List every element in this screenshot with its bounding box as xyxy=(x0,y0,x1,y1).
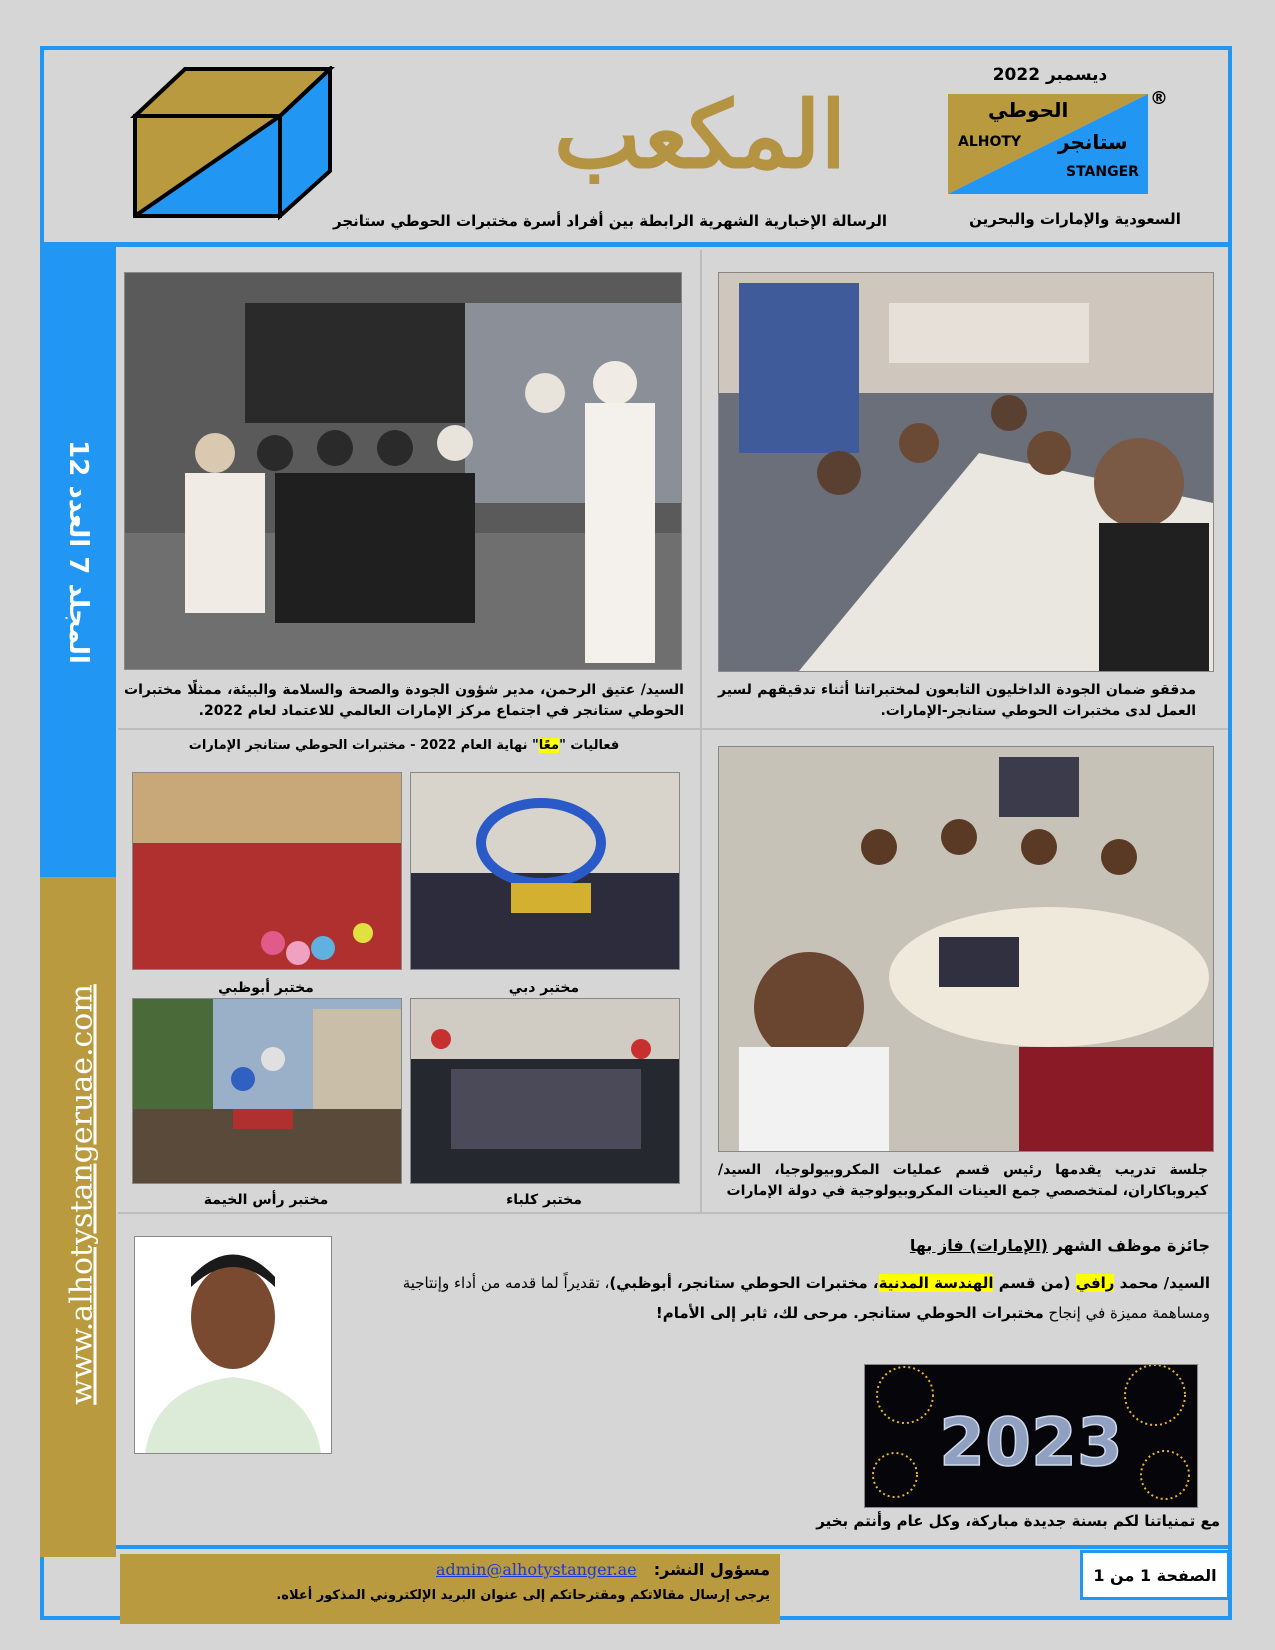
row-divider-1 xyxy=(118,728,1228,730)
footer-rule xyxy=(116,1545,1232,1549)
header-rule xyxy=(40,242,1232,247)
website-link[interactable]: www.alhotystangeruae.com xyxy=(64,984,100,1405)
auditors-caption: مدققو ضمان الجودة الداخليون التابعون لمختبراتنا أثناء تدقيقهم لسير العمل لدى مختبرات الحوطي ستانجر-الإمارات. xyxy=(718,682,1196,719)
sidebar-volume-panel xyxy=(40,247,116,877)
cube-logo xyxy=(130,66,335,221)
training-caption: جلسة تدريب يقدمها رئيس قسم عمليات المكروبيولوجيا، السيد/ كيروباكاران، لمتخصصي جمع العينات المكروبيولوجية في دولة الإمارات xyxy=(718,1162,1208,1199)
newsletter-title: المكعب xyxy=(553,81,847,189)
abudhabi-lab-photo xyxy=(132,772,402,970)
volume-issue-text: المجلد 7 العدد 12 xyxy=(63,440,93,664)
dubai-lab-photo xyxy=(410,772,680,970)
new-year-2023-image xyxy=(864,1364,1198,1508)
row-divider-2 xyxy=(118,1212,1228,1214)
rasalkhaimah-lab-label: مختبر رأس الخيمة xyxy=(203,1192,329,1208)
events-title: فعاليات "معًا" نهاية العام 2022 - مختبرات الحوطي ستانجر الإمارات xyxy=(188,738,620,753)
page-number: الصفحة 1 من 1 xyxy=(1080,1550,1230,1600)
abudhabi-lab-label: مختبر أبوظبي xyxy=(218,980,314,996)
award-heading: جائزة موظف الشهر (الإمارات) فاز بها xyxy=(909,1236,1210,1255)
eiac-caption: السيد/ عتيق الرحمن، مدير شؤون الجودة والصحة والسلامة والبيئة، ممثلًا مختبرات الحوطي ستانجر في اجتماع مركز الإمارات العالمي للاعتماد لعام 2022. xyxy=(124,682,684,719)
rasalkhaimah-lab-photo xyxy=(132,998,402,1184)
training-session-photo xyxy=(718,746,1214,1152)
kalba-lab-photo xyxy=(410,998,680,1184)
employee-of-month-photo xyxy=(134,1236,332,1454)
award-text: السيد/ محمد رافي (من قسم الهندسة المدنية، مختبرات الحوطي ستانجر، أبوظبي)، تقديراً لما قدمه من أداء وإنتاجية ومساهمة مميزة في إنجاح مختبرات الحوطي ستانجر. مرحى لك، ثابر إلى الأمام! xyxy=(402,1274,1210,1322)
svg-text:2023: 2023 xyxy=(939,1404,1123,1481)
publisher-box xyxy=(120,1554,780,1624)
dubai-lab-label: مختبر دبي xyxy=(508,980,580,996)
sidebar-website-panel xyxy=(40,877,116,1557)
newsletter-subtitle: الرسالة الإخبارية الشهرية الرابطة بين أفراد أسرة مختبرات الحوطي ستانجر xyxy=(333,212,887,230)
alhoty-stanger-logo: الحوطي ALHOTY ستانجر STANGER ® xyxy=(948,94,1148,194)
column-divider xyxy=(700,250,702,1212)
regions-text: السعودية والإمارات والبحرين xyxy=(969,210,1181,228)
submission-note: يرجى إرسال مقالاتكم ومقترحاتكم إلى عنوان البريد الإلكتروني المذكور أعلاه. xyxy=(276,1588,770,1603)
eiac-meeting-photo xyxy=(124,272,682,670)
auditors-photo xyxy=(718,272,1214,672)
new-year-caption: مع تمنياتنا لكم بسنة جديدة مباركة، وكل عام وأنتم بخير xyxy=(816,1512,1220,1530)
publisher-email-link[interactable]: admin@alhotystanger.ae xyxy=(436,1560,637,1579)
publisher-label: مسؤول النشر: xyxy=(653,1560,770,1579)
issue-date: ديسمبر 2022 xyxy=(992,65,1108,85)
kalba-lab-label: مختبر كلباء xyxy=(506,1192,582,1208)
